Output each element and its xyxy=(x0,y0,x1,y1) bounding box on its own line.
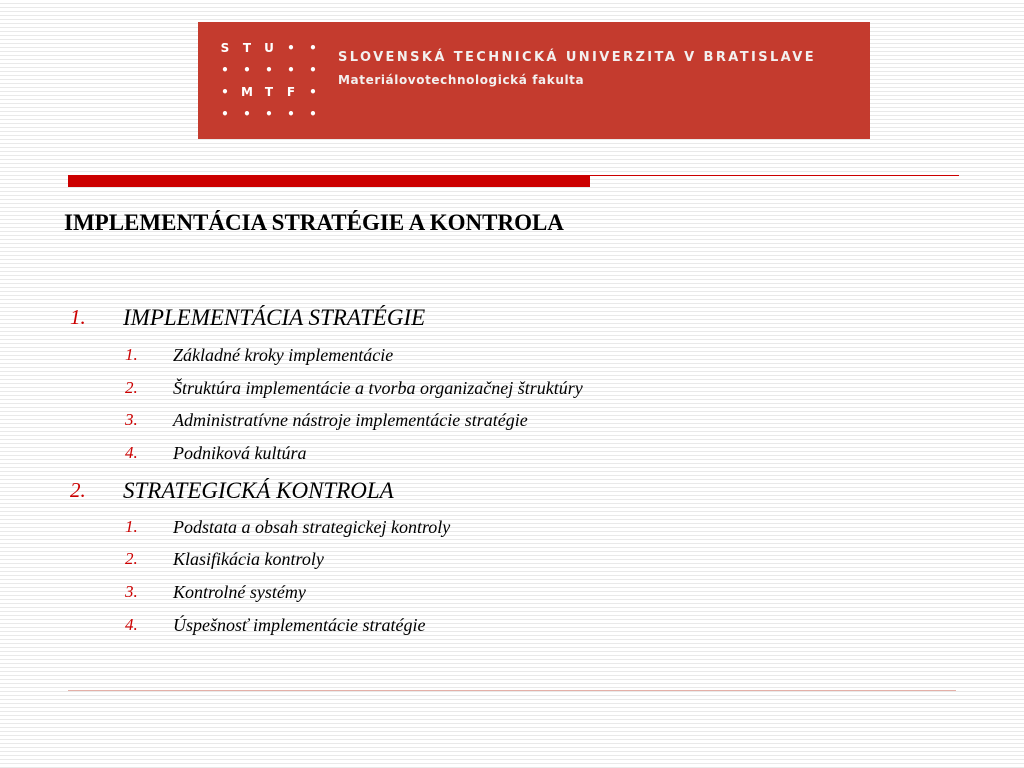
header-divider-line xyxy=(590,175,959,176)
subitem-label: Administratívne nástroje implementácie stratégie xyxy=(173,410,528,430)
slide-title: IMPLEMENTÁCIA STRATÉGIE A KONTROLA xyxy=(64,210,564,235)
university-banner xyxy=(198,22,870,139)
logo-dot: • xyxy=(287,63,295,77)
logo-dot: • xyxy=(287,107,295,121)
section-heading: IMPLEMENTÁCIA STRATÉGIE xyxy=(123,305,426,330)
logo-dot: • xyxy=(309,85,317,99)
faculty-name: Materiálovotechnologická fakulta xyxy=(338,73,585,87)
subitem-label: Podniková kultúra xyxy=(173,443,307,463)
logo-dot: • xyxy=(243,107,251,121)
logo-dot: • xyxy=(221,63,229,77)
footer-divider-line xyxy=(68,690,956,691)
stu-mtf-logo xyxy=(214,37,324,122)
subitem-number: 2. xyxy=(125,378,138,397)
header-accent-bar xyxy=(68,175,590,187)
logo-dot: • xyxy=(287,41,295,55)
logo-dot: • xyxy=(243,63,251,77)
subitem-number: 4. xyxy=(125,443,138,462)
logo-dot: • xyxy=(265,63,273,77)
logo-dot: • xyxy=(221,85,229,99)
section-number: 2. xyxy=(70,478,86,502)
logo-dot: • xyxy=(221,107,229,121)
subitem-number: 4. xyxy=(125,615,138,634)
section-number: 1. xyxy=(70,305,86,329)
logo-dot: • xyxy=(309,41,317,55)
subitem-label: Podstata a obsah strategickej kontroly xyxy=(173,517,451,537)
logo-dot: • xyxy=(265,107,273,121)
section-heading: STRATEGICKÁ KONTROLA xyxy=(123,478,394,503)
logo-cell: F xyxy=(286,85,296,99)
logo-cell: M xyxy=(241,85,253,99)
logo-dot: • xyxy=(309,63,317,77)
university-name: SLOVENSKÁ TECHNICKÁ UNIVERZITA V BRATISLAVE xyxy=(338,50,816,65)
logo-cell: U xyxy=(264,41,274,55)
subitem-label: Základné kroky implementácie xyxy=(173,345,394,365)
subitem-label: Klasifikácia kontroly xyxy=(173,549,324,569)
logo-cell: S xyxy=(220,41,230,55)
logo-dot: • xyxy=(309,107,317,121)
subitem-number: 3. xyxy=(125,410,138,429)
subitem-number: 3. xyxy=(125,582,138,601)
subitem-number: 1. xyxy=(125,517,138,536)
subitem-label: Štruktúra implementácie a tvorba organizačnej štruktúry xyxy=(173,378,583,398)
logo-cell: T xyxy=(264,85,274,99)
subitem-label: Kontrolné systémy xyxy=(173,582,306,602)
logo-cell: T xyxy=(242,41,252,55)
subitem-number: 2. xyxy=(125,549,138,568)
subitem-number: 1. xyxy=(125,345,138,364)
subitem-label: Úspešnosť implementácie stratégie xyxy=(173,615,426,635)
